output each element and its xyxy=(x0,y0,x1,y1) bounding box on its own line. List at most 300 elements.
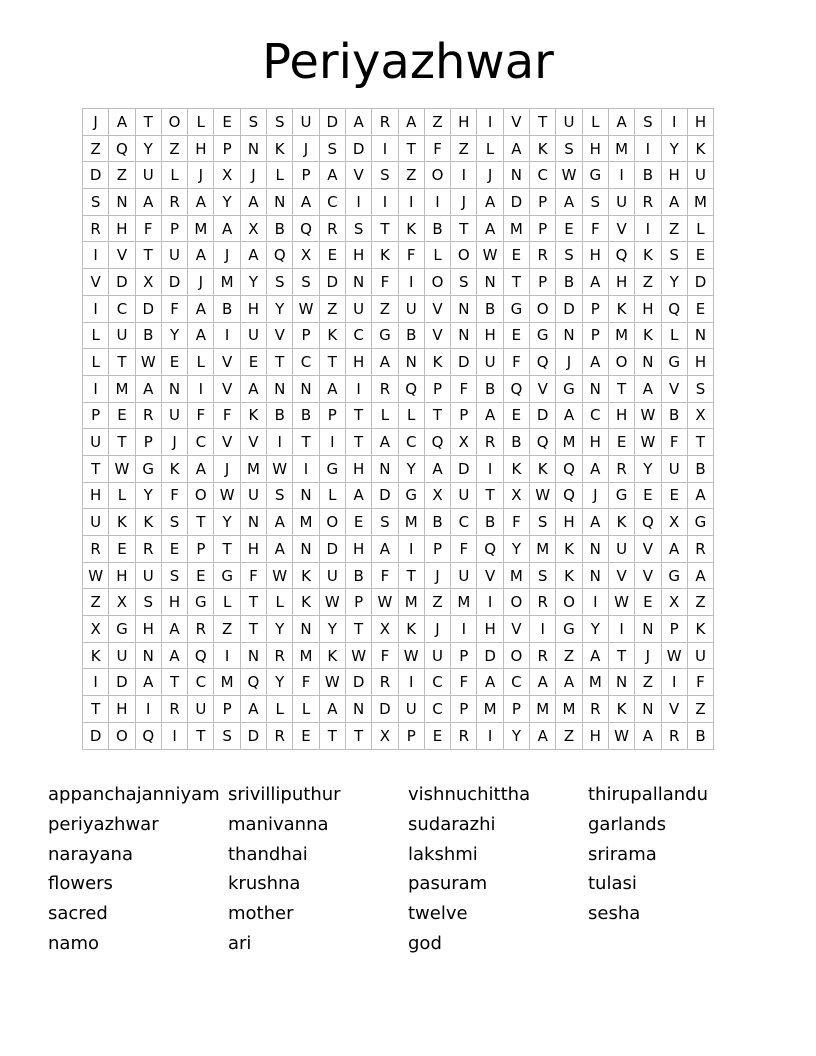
grid-cell: K xyxy=(319,642,345,669)
grid-cell: A xyxy=(477,402,503,429)
grid-cell: T xyxy=(503,269,529,296)
grid-cell: V xyxy=(424,295,450,322)
grid-cell: P xyxy=(582,295,608,322)
grid-cell: G xyxy=(661,562,687,589)
grid-cell: L xyxy=(83,322,109,349)
grid-cell: A xyxy=(424,455,450,482)
grid-cell: C xyxy=(424,669,450,696)
grid-cell: D xyxy=(477,642,503,669)
grid-cell: A xyxy=(135,669,161,696)
grid-cell: H xyxy=(582,429,608,456)
grid-cell: C xyxy=(345,322,371,349)
grid-cell: D xyxy=(345,135,371,162)
grid-cell: Q xyxy=(556,455,582,482)
grid-cell: D xyxy=(83,162,109,189)
grid-cell: I xyxy=(635,135,661,162)
grid-cell: A xyxy=(240,189,266,216)
grid-cell: N xyxy=(135,642,161,669)
grid-cell: I xyxy=(345,375,371,402)
grid-cell: Z xyxy=(424,109,450,136)
grid-cell: E xyxy=(687,295,713,322)
grid-cell: S xyxy=(161,509,187,536)
grid-cell: S xyxy=(135,589,161,616)
grid-cell: M xyxy=(608,322,634,349)
word-list-item: sesha xyxy=(588,903,641,925)
grid-cell: I xyxy=(635,215,661,242)
grid-cell: O xyxy=(424,269,450,296)
grid-cell: A xyxy=(556,669,582,696)
grid-cell: N xyxy=(293,616,319,643)
grid-cell: U xyxy=(83,509,109,536)
grid-cell: M xyxy=(398,589,424,616)
grid-cell: D xyxy=(687,269,713,296)
grid-cell: P xyxy=(424,375,450,402)
grid-cell: Q xyxy=(608,242,634,269)
grid-cell: N xyxy=(635,616,661,643)
grid-cell: T xyxy=(293,429,319,456)
grid-cell: I xyxy=(477,589,503,616)
grid-row xyxy=(83,536,714,563)
grid-cell: A xyxy=(608,109,634,136)
grid-cell: L xyxy=(319,482,345,509)
grid-cell: K xyxy=(267,135,293,162)
grid-cell: S xyxy=(530,509,556,536)
grid-cell: R xyxy=(83,536,109,563)
grid-cell: H xyxy=(240,536,266,563)
grid-cell: T xyxy=(398,135,424,162)
grid-cell: U xyxy=(345,295,371,322)
grid-cell: E xyxy=(661,482,687,509)
grid-cell: N xyxy=(398,349,424,376)
grid-cell: Q xyxy=(398,375,424,402)
grid-cell: D xyxy=(240,722,266,749)
grid-cell: R xyxy=(372,669,398,696)
grid-cell: P xyxy=(135,429,161,456)
grid-cell: J xyxy=(188,162,214,189)
grid-cell: L xyxy=(398,402,424,429)
word-list-item: sudarazhi xyxy=(408,813,496,835)
grid-cell: A xyxy=(477,669,503,696)
grid-cell: Z xyxy=(635,269,661,296)
grid-cell: I xyxy=(661,669,687,696)
grid-row xyxy=(83,215,714,242)
grid-cell: A xyxy=(188,455,214,482)
grid-cell: V xyxy=(214,375,240,402)
grid-cell: L xyxy=(267,162,293,189)
grid-cell: Q xyxy=(530,349,556,376)
grid-cell: S xyxy=(267,482,293,509)
grid-cell: P xyxy=(214,696,240,723)
grid-cell: H xyxy=(556,509,582,536)
grid-cell: B xyxy=(267,215,293,242)
grid-cell: N xyxy=(240,642,266,669)
grid-cell: H xyxy=(240,295,266,322)
grid-cell: K xyxy=(556,536,582,563)
grid-cell: N xyxy=(451,295,477,322)
grid-cell: G xyxy=(503,295,529,322)
word-list-item: namo xyxy=(48,932,99,954)
grid-cell: M xyxy=(214,669,240,696)
grid-cell: U xyxy=(424,642,450,669)
grid-cell: H xyxy=(661,162,687,189)
grid-cell: C xyxy=(424,696,450,723)
grid-cell: I xyxy=(188,375,214,402)
grid-row xyxy=(83,642,714,669)
grid-cell: E xyxy=(109,402,135,429)
grid-cell: V xyxy=(424,322,450,349)
grid-cell: K xyxy=(635,242,661,269)
grid-cell: B xyxy=(503,429,529,456)
grid-cell: I xyxy=(398,189,424,216)
grid-cell: U xyxy=(293,109,319,136)
grid-cell: N xyxy=(240,509,266,536)
grid-cell: A xyxy=(188,242,214,269)
grid-cell: H xyxy=(477,322,503,349)
grid-cell: A xyxy=(188,322,214,349)
grid-cell: S xyxy=(661,242,687,269)
grid-cell: B xyxy=(293,402,319,429)
grid-cell: I xyxy=(608,616,634,643)
grid-cell: N xyxy=(556,322,582,349)
grid-row xyxy=(83,509,714,536)
grid-cell: H xyxy=(345,242,371,269)
grid-row xyxy=(83,722,714,749)
grid-cell: P xyxy=(319,402,345,429)
grid-cell: Z xyxy=(319,295,345,322)
grid-cell: Z xyxy=(83,135,109,162)
grid-cell: Y xyxy=(661,269,687,296)
grid-cell: Q xyxy=(424,429,450,456)
grid-cell: D xyxy=(135,295,161,322)
grid-cell: O xyxy=(188,482,214,509)
grid-cell: G xyxy=(556,616,582,643)
grid-cell: V xyxy=(214,349,240,376)
grid-cell: N xyxy=(608,669,634,696)
grid-cell: X xyxy=(687,402,713,429)
grid-cell: K xyxy=(398,215,424,242)
grid-row xyxy=(83,562,714,589)
grid-cell: S xyxy=(293,269,319,296)
grid-row xyxy=(83,482,714,509)
grid-cell: J xyxy=(188,269,214,296)
grid-cell: Y xyxy=(161,322,187,349)
grid-cell: C xyxy=(188,669,214,696)
grid-cell: A xyxy=(267,509,293,536)
grid-cell: R xyxy=(477,429,503,456)
word-list-item: krushna xyxy=(228,873,301,895)
grid-cell: X xyxy=(503,482,529,509)
grid-cell: K xyxy=(687,135,713,162)
grid-cell: B xyxy=(477,509,503,536)
grid-cell: J xyxy=(582,482,608,509)
grid-cell: W xyxy=(635,429,661,456)
grid-cell: K xyxy=(240,402,266,429)
grid-cell: O xyxy=(451,242,477,269)
grid-cell: O xyxy=(424,162,450,189)
grid-cell: H xyxy=(687,349,713,376)
grid-cell: H xyxy=(345,455,371,482)
grid-cell: D xyxy=(319,536,345,563)
grid-cell: R xyxy=(530,642,556,669)
grid-row xyxy=(83,402,714,429)
grid-cell: N xyxy=(240,135,266,162)
grid-cell: A xyxy=(582,269,608,296)
grid-cell: F xyxy=(161,295,187,322)
grid-cell: M xyxy=(451,589,477,616)
grid-cell: H xyxy=(451,109,477,136)
grid-cell: S xyxy=(345,215,371,242)
grid-cell: R xyxy=(161,189,187,216)
grid-cell: R xyxy=(83,215,109,242)
grid-cell: Y xyxy=(503,722,529,749)
grid-cell: X xyxy=(661,589,687,616)
grid-cell: A xyxy=(661,189,687,216)
word-list-item: sacred xyxy=(48,903,108,925)
grid-cell: D xyxy=(345,669,371,696)
grid-row xyxy=(83,349,714,376)
grid-cell: D xyxy=(372,482,398,509)
grid-cell: K xyxy=(530,455,556,482)
grid-cell: O xyxy=(608,349,634,376)
grid-cell: T xyxy=(135,109,161,136)
grid-cell: H xyxy=(188,135,214,162)
grid-cell: Q xyxy=(109,135,135,162)
grid-cell: F xyxy=(661,429,687,456)
grid-cell: Y xyxy=(267,295,293,322)
grid-cell: F xyxy=(372,269,398,296)
grid-cell: W xyxy=(267,455,293,482)
grid-cell: M xyxy=(109,375,135,402)
grid-cell: I xyxy=(372,189,398,216)
grid-cell: A xyxy=(267,536,293,563)
grid-cell: E xyxy=(345,509,371,536)
grid-cell: F xyxy=(161,482,187,509)
grid-cell: R xyxy=(687,536,713,563)
grid-cell: X xyxy=(424,482,450,509)
grid-cell: U xyxy=(161,402,187,429)
grid-row xyxy=(83,269,714,296)
grid-cell: A xyxy=(661,536,687,563)
grid-cell: G xyxy=(135,455,161,482)
grid-cell: D xyxy=(161,269,187,296)
grid-cell: A xyxy=(135,189,161,216)
grid-cell: D xyxy=(372,696,398,723)
grid-cell: V xyxy=(214,429,240,456)
grid-row xyxy=(83,162,714,189)
grid-cell: T xyxy=(83,696,109,723)
grid-cell: A xyxy=(240,375,266,402)
grid-cell: S xyxy=(319,135,345,162)
grid-cell: M xyxy=(240,455,266,482)
grid-cell: M xyxy=(530,536,556,563)
grid-cell: I xyxy=(161,722,187,749)
grid-cell: I xyxy=(451,616,477,643)
grid-row xyxy=(83,322,714,349)
grid-cell: T xyxy=(372,215,398,242)
grid-cell: X xyxy=(293,242,319,269)
grid-cell: S xyxy=(372,162,398,189)
grid-cell: N xyxy=(293,482,319,509)
grid-cell: G xyxy=(319,455,345,482)
grid-cell: T xyxy=(188,722,214,749)
grid-cell: G xyxy=(661,349,687,376)
grid-cell: U xyxy=(319,562,345,589)
grid-cell: F xyxy=(214,402,240,429)
grid-cell: A xyxy=(477,215,503,242)
word-list-column xyxy=(48,780,228,959)
grid-cell: S xyxy=(161,562,187,589)
grid-cell: I xyxy=(214,322,240,349)
word-list-item: flowers xyxy=(48,873,113,895)
grid-cell: I xyxy=(424,189,450,216)
grid-cell: Y xyxy=(135,482,161,509)
grid-cell: F xyxy=(424,135,450,162)
grid-cell: Q xyxy=(267,242,293,269)
grid-cell: T xyxy=(240,616,266,643)
grid-cell: F xyxy=(503,349,529,376)
grid-row xyxy=(83,455,714,482)
grid-cell: Z xyxy=(556,642,582,669)
grid-cell: S xyxy=(267,109,293,136)
grid-cell: B xyxy=(345,562,371,589)
grid-cell: A xyxy=(635,375,661,402)
grid-cell: V xyxy=(345,162,371,189)
grid-cell: D xyxy=(83,722,109,749)
grid-cell: E xyxy=(319,242,345,269)
grid-cell: W xyxy=(477,242,503,269)
grid-cell: E xyxy=(635,482,661,509)
grid-cell: O xyxy=(556,589,582,616)
grid-cell: K xyxy=(556,562,582,589)
grid-cell: U xyxy=(398,295,424,322)
grid-cell: T xyxy=(109,349,135,376)
grid-cell: B xyxy=(556,269,582,296)
grid-cell: J xyxy=(293,135,319,162)
grid-cell: T xyxy=(188,509,214,536)
grid-cell: L xyxy=(477,135,503,162)
grid-cell: P xyxy=(188,536,214,563)
grid-cell: E xyxy=(188,562,214,589)
grid-cell: P xyxy=(530,269,556,296)
grid-cell: P xyxy=(398,722,424,749)
grid-cell: A xyxy=(582,642,608,669)
grid-cell: U xyxy=(661,455,687,482)
grid-cell: T xyxy=(319,722,345,749)
grid-cell: K xyxy=(109,509,135,536)
grid-cell: K xyxy=(319,322,345,349)
grid-cell: Q xyxy=(135,722,161,749)
grid-cell: G xyxy=(530,322,556,349)
grid-cell: I xyxy=(582,589,608,616)
grid-cell: P xyxy=(530,215,556,242)
grid-cell: X xyxy=(135,269,161,296)
grid-cell: M xyxy=(556,429,582,456)
grid-cell: F xyxy=(372,642,398,669)
grid-cell: X xyxy=(451,429,477,456)
grid-cell: T xyxy=(608,375,634,402)
grid-cell: H xyxy=(608,269,634,296)
grid-cell: U xyxy=(556,109,582,136)
grid-cell: L xyxy=(161,162,187,189)
grid-cell: T xyxy=(135,242,161,269)
grid-cell: I xyxy=(661,109,687,136)
grid-cell: D xyxy=(451,349,477,376)
grid-cell: V xyxy=(608,562,634,589)
grid-cell: I xyxy=(267,429,293,456)
word-list-column xyxy=(408,780,588,959)
grid-cell: L xyxy=(372,402,398,429)
grid-cell: J xyxy=(424,562,450,589)
grid-cell: Y xyxy=(267,669,293,696)
grid-cell: W xyxy=(214,482,240,509)
grid-cell: B xyxy=(635,162,661,189)
grid-row xyxy=(83,616,714,643)
grid-cell: Q xyxy=(503,375,529,402)
grid-cell: R xyxy=(188,616,214,643)
grid-cell: G xyxy=(687,509,713,536)
grid-cell: G xyxy=(582,162,608,189)
grid-cell: J xyxy=(240,162,266,189)
grid-cell: R xyxy=(135,536,161,563)
word-list-item: tulasi xyxy=(588,873,637,895)
grid-cell: T xyxy=(530,109,556,136)
grid-cell: Y xyxy=(135,135,161,162)
grid-row xyxy=(83,375,714,402)
grid-row xyxy=(83,109,714,136)
grid-cell: N xyxy=(503,162,529,189)
grid-cell: W xyxy=(635,402,661,429)
grid-cell: T xyxy=(451,215,477,242)
grid-cell: D xyxy=(109,669,135,696)
word-list-column xyxy=(588,780,768,929)
grid-cell: S xyxy=(530,562,556,589)
grid-cell: S xyxy=(372,509,398,536)
grid-cell: K xyxy=(608,509,634,536)
grid-cell: J xyxy=(556,349,582,376)
grid-cell: A xyxy=(372,429,398,456)
grid-cell: B xyxy=(424,509,450,536)
grid-cell: F xyxy=(503,509,529,536)
word-list-item: lakshmi xyxy=(408,843,478,865)
grid-row xyxy=(83,589,714,616)
grid-cell: S xyxy=(83,189,109,216)
word-list-item: mother xyxy=(228,903,294,925)
grid-cell: E xyxy=(293,722,319,749)
grid-cell: D xyxy=(503,189,529,216)
grid-cell: I xyxy=(477,722,503,749)
grid-cell: G xyxy=(188,589,214,616)
grid-cell: X xyxy=(214,162,240,189)
grid-cell: Y xyxy=(661,135,687,162)
grid-cell: B xyxy=(477,295,503,322)
grid-cell: R xyxy=(451,722,477,749)
grid-cell: T xyxy=(345,429,371,456)
grid-cell: A xyxy=(687,482,713,509)
grid-cell: L xyxy=(582,109,608,136)
grid-cell: U xyxy=(188,696,214,723)
grid-cell: Q xyxy=(293,215,319,242)
grid-cell: O xyxy=(161,109,187,136)
grid-cell: Z xyxy=(635,669,661,696)
grid-cell: P xyxy=(451,402,477,429)
grid-cell: R xyxy=(319,215,345,242)
grid-cell: K xyxy=(398,616,424,643)
grid-cell: I xyxy=(398,536,424,563)
grid-cell: V xyxy=(530,375,556,402)
grid-cell: V xyxy=(503,109,529,136)
grid-cell: U xyxy=(608,189,634,216)
grid-cell: B xyxy=(135,322,161,349)
